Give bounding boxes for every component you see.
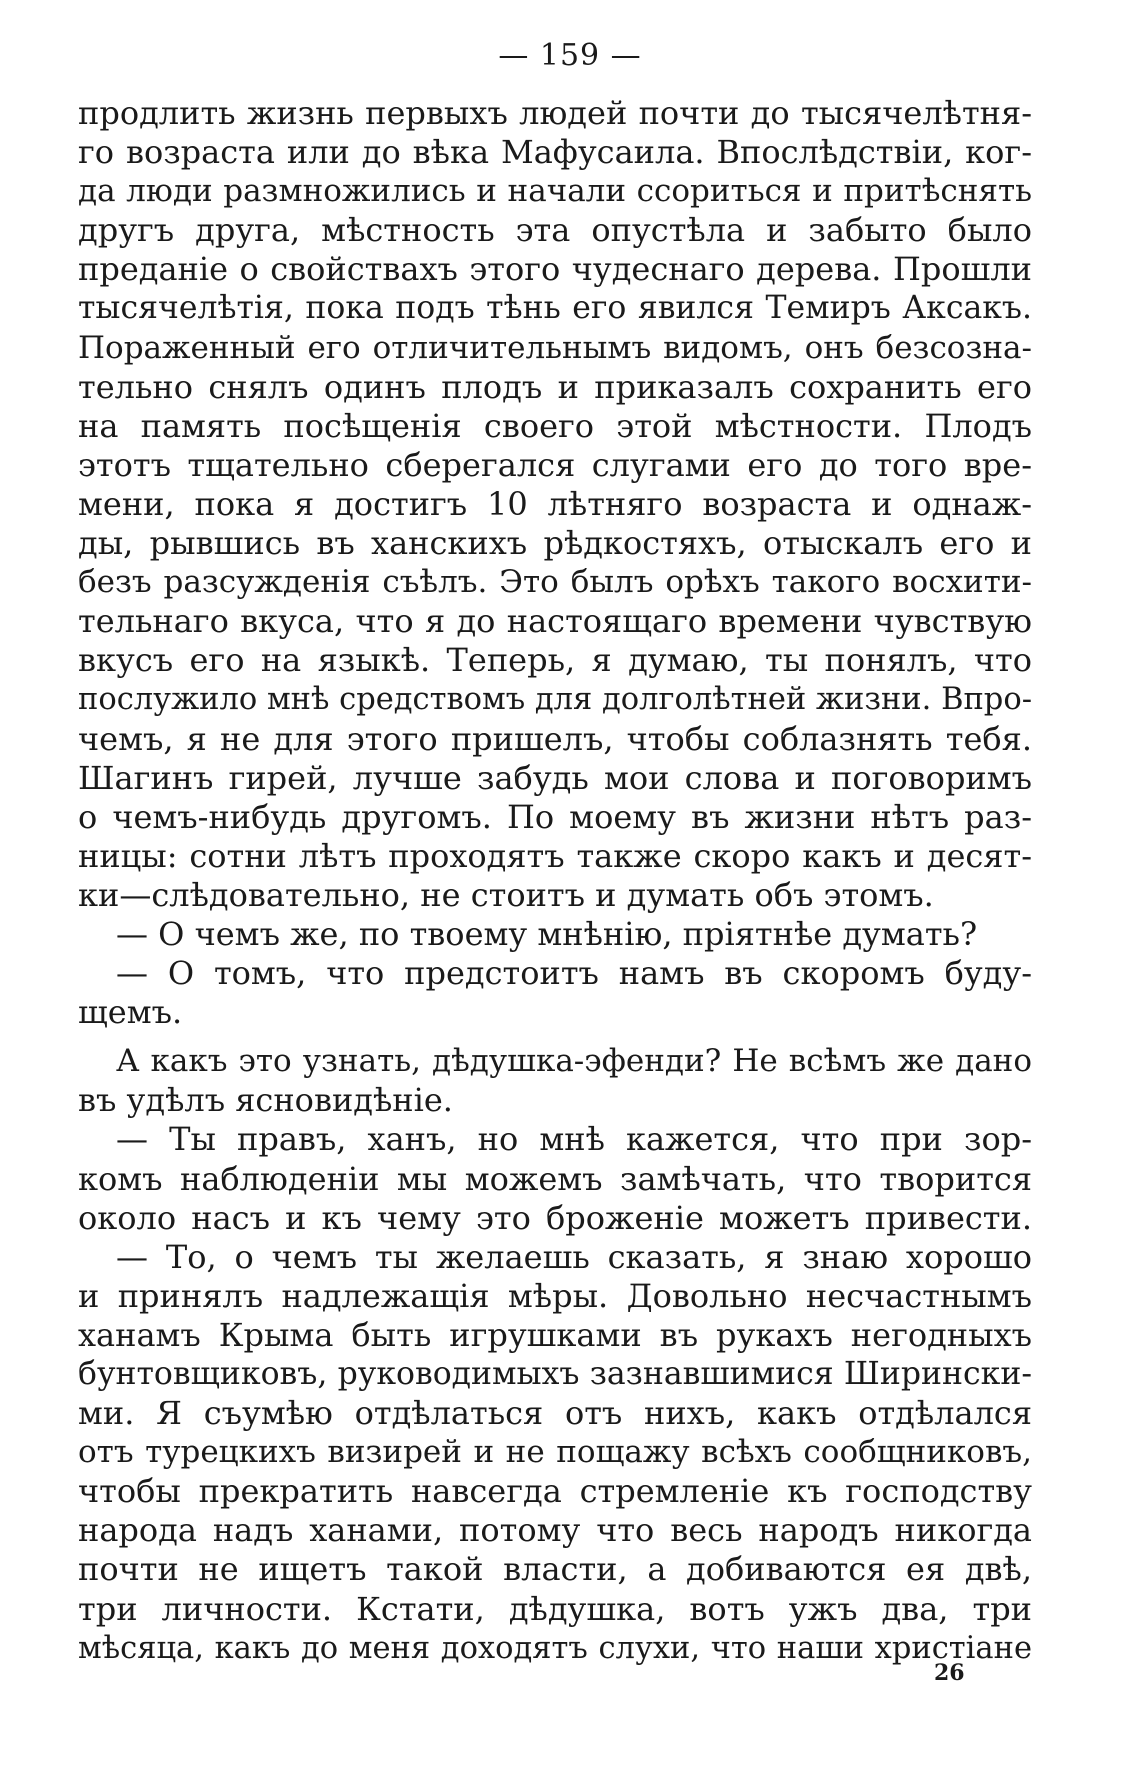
text-line: около насъ и къ чему это броженіе можетъ привести. — [78, 1198, 1032, 1237]
text-line: — О чемъ же, по твоему мнѣнію, пріятнѣе думать? — [116, 914, 978, 953]
text-line: мени, пока я достигъ 10 лѣтняго возраста и однаж- — [78, 484, 1032, 523]
text-line: послужило мнѣ средствомъ для долголѣтней жизни. Впро- — [78, 682, 1032, 718]
text-line: безъ разсужденія съѣлъ. Это былъ орѣхъ такого восхити- — [78, 564, 1032, 601]
page-body-text — [78, 94, 1032, 1668]
text-line: ми. Я съумѣю отдѣлаться отъ нихъ, какъ отдѣлался — [78, 1394, 1032, 1433]
text-line: тельно снялъ одинъ плодъ и приказалъ сохранить его — [78, 367, 1032, 406]
text-line: ницы: сотни лѣтъ проходятъ также скоро какъ и десят- — [78, 836, 1032, 875]
text-line: ханамъ Крыма быть игрушками въ рукахъ негодныхъ — [78, 1315, 1032, 1354]
text-line: комъ наблюденіи мы можемъ замѣчать, что творится — [78, 1159, 1032, 1198]
text-line: — Ты правъ, ханъ, но мнѣ кажется, что при зор- — [116, 1120, 1032, 1159]
text-line: три личности. Кстати, дѣдушка, вотъ ужъ два, три — [78, 1589, 1032, 1628]
text-line: въ удѣлъ ясновидѣніе. — [78, 1081, 453, 1120]
text-line: другъ друга, мѣстность эта опустѣла и забыто было — [78, 211, 1032, 250]
text-line: мѣсяца, какъ до меня доходятъ слухи, что наши христіане — [78, 1630, 1032, 1666]
text-line: и принялъ надлежащія мѣры. Довольно несчастнымъ — [78, 1276, 1032, 1315]
text-line: бунтовщиковъ, руководимыхъ зазнавшимися Ширински- — [78, 1356, 1032, 1392]
text-line: чемъ, я не для этого пришелъ, чтобы соблазнять тебя. — [78, 719, 1032, 758]
text-line: щемъ. — [78, 993, 183, 1032]
signature-mark: 26 — [934, 1660, 965, 1686]
text-line: вкусъ его на языкѣ. Теперь, я думаю, ты понялъ, что — [78, 641, 1032, 680]
text-line: продлить жизнь первыхъ людей почти до тысячелѣтня- — [78, 94, 1032, 132]
text-line: тельнаго вкуса, что я до настоящаго времени чувствую — [78, 602, 1032, 641]
text-line: на память посѣщенія своего этой мѣстности. Плодъ — [78, 406, 1032, 445]
text-line: этотъ тщательно сберегался слугами его до того вре- — [78, 445, 1032, 484]
text-line: Шагинъ гирей, лучше забудь мои слова и поговоримъ — [78, 758, 1032, 797]
text-line: — О томъ, что предстоитъ намъ въ скоромъ буду- — [116, 954, 1032, 993]
text-line: тысячелѣтія, пока подъ тѣнь его явился Темиръ Аксакъ. — [78, 290, 1032, 327]
text-line: народа надъ ханами, потому что весь народъ никогда — [78, 1511, 1032, 1550]
text-line: ды, рывшись въ ханскихъ рѣдкостяхъ, отыскалъ его и — [78, 524, 1032, 563]
text-line: А какъ это узнать, дѣдушка-эфенди? Не всѣмъ же дано — [116, 1043, 1032, 1080]
text-line: го возраста или до вѣка Мафусаила. Впослѣдствіи, ког- — [78, 133, 1032, 172]
text-line: о чемъ-нибудь другомъ. По моему въ жизни нѣтъ раз- — [78, 797, 1032, 836]
text-line: почти не ищетъ такой власти, а добиваются ея двѣ, — [78, 1550, 1032, 1589]
text-line: чтобы прекратить навсегда стремленіе къ господству — [78, 1472, 1032, 1511]
text-line: — То, о чемъ ты желаешь сказать, я знаю хорошо — [116, 1237, 1032, 1276]
page-number: — 159 — — [498, 38, 642, 73]
text-line: да люди размножились и начали ссориться и притѣснять — [78, 173, 1032, 210]
text-line: ки—слѣдовательно, не стоитъ и думать объ этомъ. — [78, 875, 934, 914]
text-line: Пораженный его отличительнымъ видомъ, онъ безсозна- — [78, 329, 1032, 366]
text-line: преданіе о свойствахъ этого чудеснаго дерева. Прошли — [78, 250, 1032, 289]
text-line: отъ турецкихъ визирей и не пощажу всѣхъ сообщниковъ, — [78, 1434, 1032, 1471]
